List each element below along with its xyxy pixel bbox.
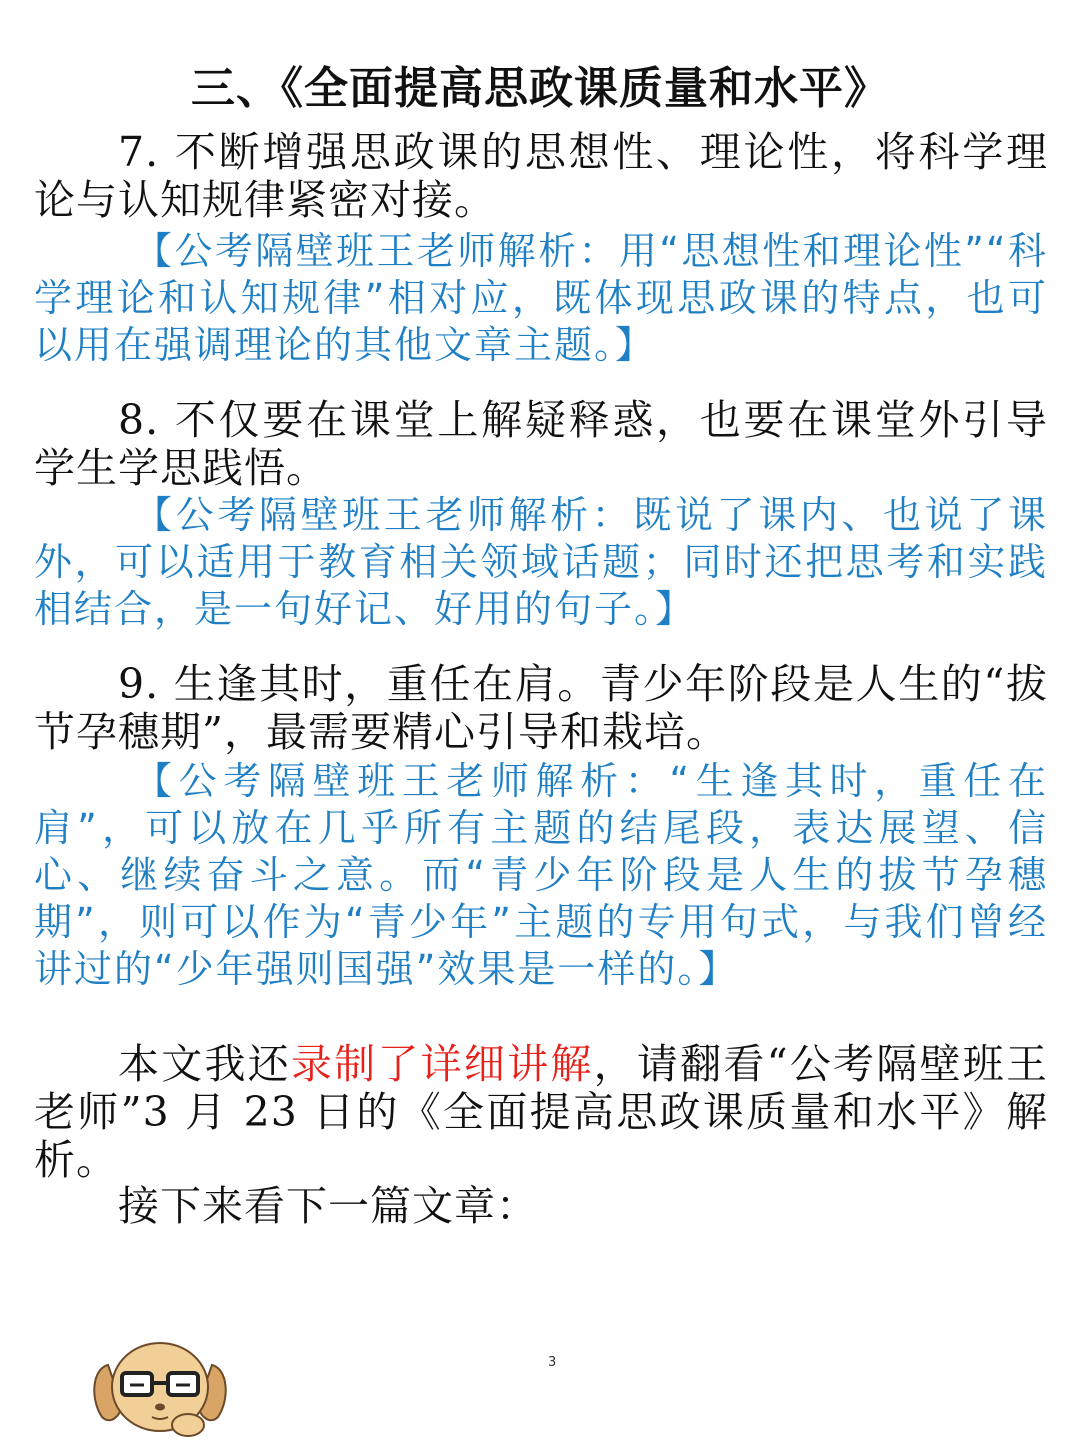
closing-paragraph [34, 1040, 1048, 1184]
closing-text-2: ，请翻看“公考隔壁班王老师”3 月 23 日的《全面提高思政课质量和水平》解析。 [34, 1040, 1049, 1184]
item-7-note: 【公考隔壁班王老师解析：用“思想性和理论性”“科学理论和认知规律”相对应，既体现思政课的特点，也可以用在强调理论的其他文章主题。】 [34, 229, 1048, 367]
item-7-text: 7. 不断增强思政课的思想性、理论性，将科学理论与认知规律紧密对接。 [34, 128, 1048, 224]
page-number: 3 [548, 1355, 557, 1370]
next-article-text: 接下来看下一篇文章： [118, 1182, 538, 1230]
page-title: 三、《全面提高思政课质量和水平》 [191, 63, 889, 114]
item-8-text: 8. 不仅要在课堂上解疑释惑，也要在课堂外引导学生学思践悟。 [34, 396, 1048, 492]
item-8-note: 【公考隔壁班王老师解析：既说了课内、也说了课外，可以适用于教育相关领域话题；同时还把思考和实践相结合，是一句好记、好用的句子。】 [34, 493, 1048, 631]
puppy-with-glasses-icon [90, 1325, 230, 1443]
closing-highlight: 录制了详细讲解 [290, 1040, 594, 1088]
closing-text-1: 本文我还 [118, 1040, 291, 1088]
item-9-note: 【公考隔壁班王老师解析：“生逢其时，重任在肩”，可以放在几乎所有主题的结尾段，表达展望、信心、继续奋斗之意。而“青少年阶段是人生的拔节孕穗期”，则可以作为“青少年”主题的专用句式，与我们曾经讲过的“少年强则国强”效果是一样的。】 [34, 759, 1048, 991]
item-9-text: 9. 生逢其时，重任在肩。青少年阶段是人生的“拔节孕穗期”，最需要精心引导和栽培。 [34, 660, 1048, 756]
